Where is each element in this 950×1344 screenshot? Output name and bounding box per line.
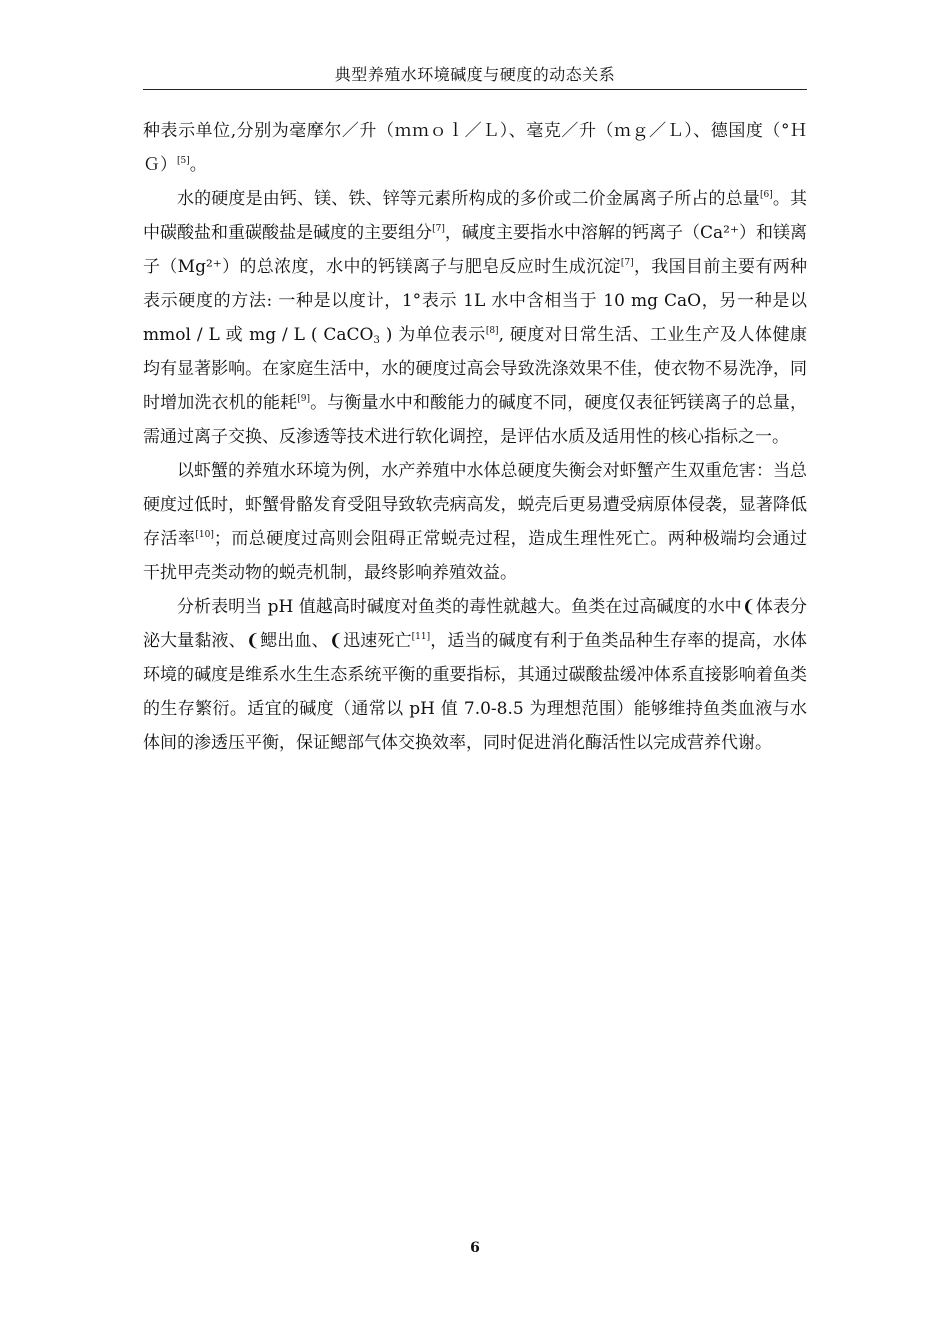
running-header	[143, 61, 807, 90]
citation-ref: [8]	[485, 326, 499, 336]
paragraph-1	[143, 114, 807, 182]
text-run: 以虾蟹的养殖水环境为例，水产养殖中水体总硬度失衡会对虾蟹产生双重危害：当总硬度过低时，虾蟹骨骼发育受阻导致软壳病高发，蜕壳后更易遭受病原体侵袭，显著降低存活率	[143, 461, 807, 549]
citation-ref: [10]	[195, 530, 214, 540]
citation-ref: [7]	[432, 224, 445, 234]
text-run: ) 为单位表示	[379, 325, 486, 345]
text-run: ，适当的碱度有利于鱼类品种生存率的提高，水体环境的碱度是维系水生生态系统平衡的重要指标，其通过碳酸盐缓冲体系直接影响着鱼类的生存繁衍。适宜的碱度（通常以 pH 值 7.0-8.5 为理想范围）能够维持鱼类血液与水体间的渗透压平衡，保证鳃部气体交换效率，同时促进消化酶活性以完成营养代谢。	[143, 631, 807, 753]
citation-ref: [11]	[411, 632, 431, 642]
text-run: 分析表明当 pH 值越高时碱度对鱼类的毒性就越大。鱼类在过高碱度的水中❨体表分泌大量黏液、❨鳃出血、❨迅速死亡	[143, 597, 807, 651]
header-title: 典型养殖水环境碱度与硬度的动态关系	[334, 65, 616, 84]
text-run: , 硬度对日常生活、工业生产及人体健康均有显著影响。在家庭生活中，水的硬度过高会导致洗涤效果不佳，使衣物不易洗净，同时增加洗衣机的能耗	[143, 325, 807, 413]
citation-ref: [5]	[177, 156, 190, 166]
text-run: 水的硬度是由钙、镁、铁、锌等元素所构成的多价或二价金属离子所占的总量	[177, 189, 760, 209]
page-number: 6	[470, 1240, 480, 1256]
text-run: ，我国目前主要有两种表示硬度的方法: 一种是以度计，1°表示 1L 水中含相当于 10 mg CaO，另一种是以 mmol / L 或 mg / L ( CaCO	[143, 257, 808, 345]
text-run: 。与衡量水中和酸能力的碱度不同，硬度仅表征钙镁离子的总量，需通过离子交换、反渗透等技术进行软化调控，是评估水质及适用性的核心指标之一。	[143, 393, 808, 447]
citation-ref: [9]	[297, 394, 310, 404]
text-run: 种表示单位,分别为毫摩尔／升（ｍｍｏｌ／Ｌ）、毫克／升（ｍｇ／Ｌ）、德国度（°ＨＧ）	[143, 121, 807, 175]
paragraph-2	[143, 182, 807, 454]
text-run: ，碱度主要指水中溶解的钙离子（Ca²⁺）和镁离子（Mg²⁺）的总浓度，水中的钙镁离子与肥皂反应时生成沉淀	[143, 223, 808, 277]
text-run: 。其中碳酸盐和重碳酸盐是碱度的主要组分	[143, 189, 808, 243]
citation-ref: [6]	[759, 190, 773, 200]
paragraph-4	[143, 590, 807, 760]
citation-ref: [7]	[620, 258, 634, 268]
text-run: 。	[189, 155, 207, 175]
document-body	[143, 114, 807, 760]
subscript: 3	[373, 335, 380, 346]
paragraph-3	[143, 454, 807, 590]
text-run: ；而总硬度过高则会阻碍正常蜕壳过程，造成生理性死亡。两种极端均会通过干扰甲壳类动物的蜕壳机制，最终影响养殖效益。	[143, 529, 808, 583]
